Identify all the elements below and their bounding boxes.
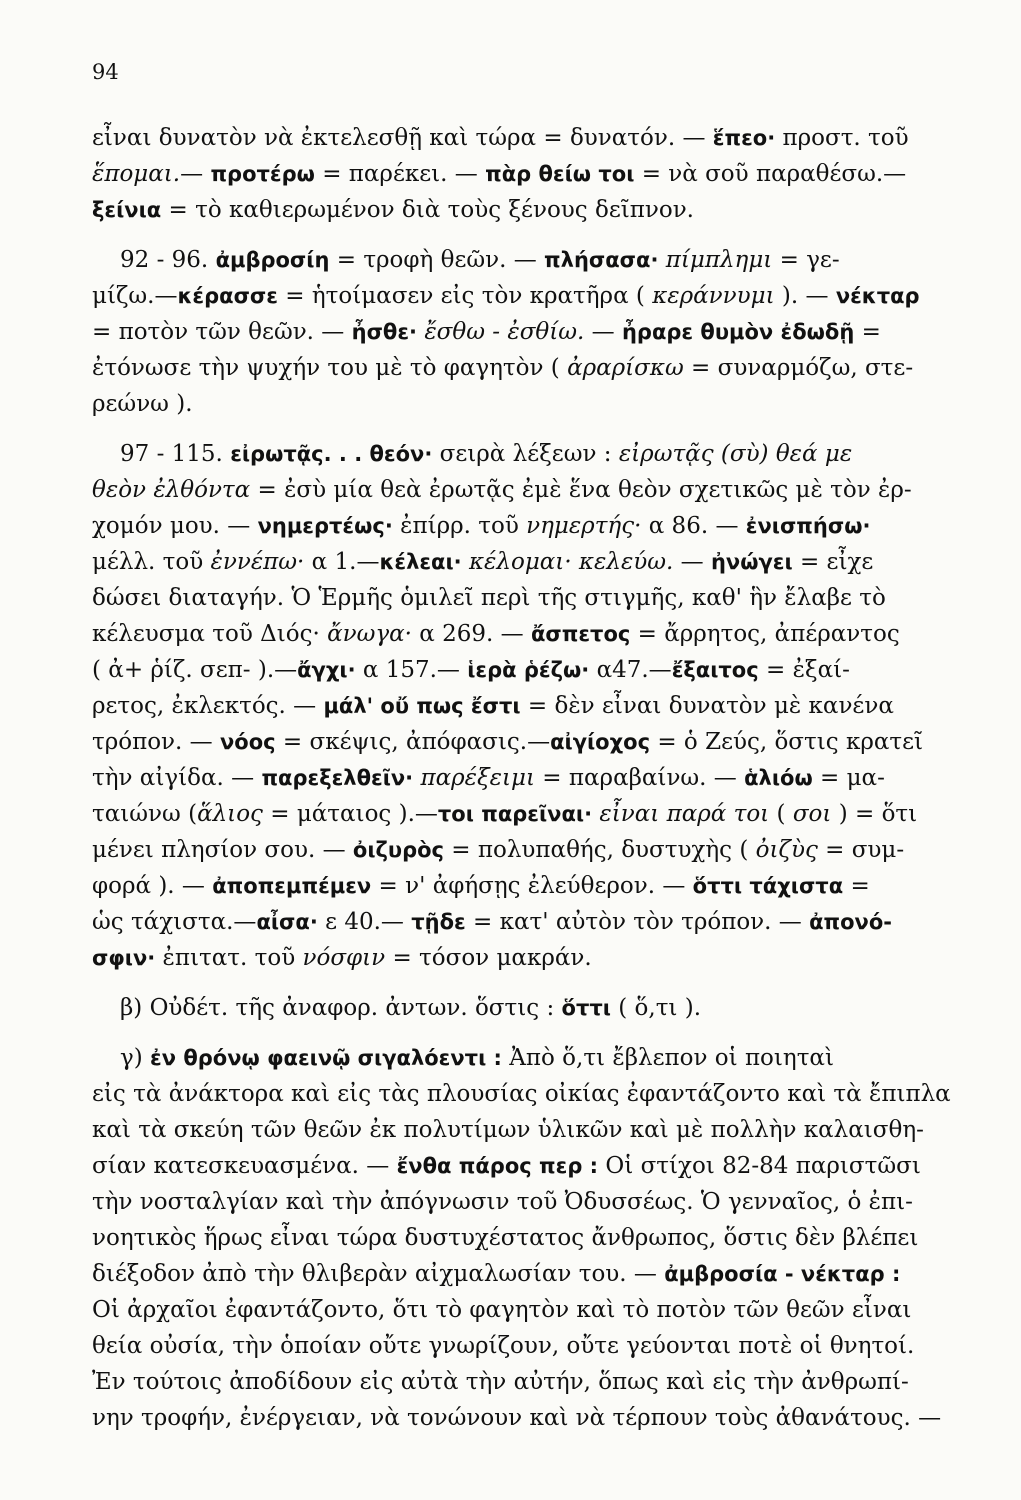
text-line <box>92 120 1006 156</box>
text-segment: = ν' ἀφήσῃς ἐλεύθερον. — <box>371 873 693 899</box>
text-line <box>92 544 1006 580</box>
italic-form: ἅλιος <box>197 801 263 827</box>
text-segment: ἐτόνωσε τὴν ψυχήν του μὲ τὸ φαγητὸν ( <box>92 355 568 381</box>
text-line <box>92 192 1006 228</box>
italic-form: κέλομαι· κελεύω. <box>461 549 674 575</box>
lemma-term: κέρασσε <box>177 284 278 308</box>
lemma-term: ἀμβροσίη <box>215 248 330 272</box>
italic-form: νόσφιν <box>302 945 386 971</box>
text-segment: ( ὅ,τι ). <box>610 995 702 1021</box>
text-segment: ἐπίρρ. τοῦ <box>392 513 527 539</box>
italic-form: πίμπλημι <box>658 247 773 273</box>
text-segment: = ἐξαί- <box>758 657 850 683</box>
text-segment: β) Οὐδέτ. τῆς ἀναφορ. ἀντων. ὅστις : <box>120 995 562 1021</box>
text-segment: 92 - 96. <box>120 247 216 273</box>
text-line <box>92 1148 1006 1184</box>
text-segment: = ὁ Ζεύς, ὅστις κρατεῖ <box>650 729 924 755</box>
text-segment: = εἶχε <box>792 549 874 575</box>
text-segment: = γε- <box>772 247 840 273</box>
text-segment: 97 - 115. <box>120 441 231 467</box>
text-line <box>92 1400 1006 1436</box>
text-segment: = κατ' αὐτὸν τὸν τρόπον. — <box>465 909 810 935</box>
text-line <box>92 616 1006 652</box>
text-segment: α 1.— <box>304 549 380 575</box>
text-segment: καὶ τὰ σκεύη τῶν θεῶν ἐκ πολυτίμων ὑλικῶν καὶ μὲ πολλὴν καλαισθη- <box>92 1117 924 1143</box>
text-segment: = μάταιος ).— <box>262 801 438 827</box>
lemma-term: ἠνώγει <box>710 550 793 574</box>
text-segment: Οἱ ἀρχαῖοι ἐφαντάζοντο, ὅτι τὸ φαγητὸν καὶ τὸ ποτὸν τῶν θεῶν εἶναι <box>92 1297 912 1323</box>
text-segment: = ποτὸν τῶν θεῶν. — <box>92 319 352 345</box>
text-segment: χομόν μου. — <box>92 513 258 539</box>
italic-form: παρέξειμι <box>413 765 535 791</box>
text-segment: Ἐν τούτοις ἀποδίδουν εἰς αὐτὰ τὴν αὐτήν, ὅπως καὶ εἰς τὴν ἀνθρωπί- <box>92 1369 909 1395</box>
lemma-term: ὅττι τάχιστα <box>692 874 844 898</box>
italic-form: ἔσθω - ἐσθίω. <box>417 319 585 345</box>
text-segment: μίζω.— <box>92 283 178 309</box>
text-segment: = παρέκει. — <box>314 161 486 187</box>
text-segment: ὡς τάχιστα.— <box>92 909 257 935</box>
text-segment: = παραβαίνω. — <box>535 765 745 791</box>
italic-form: εἰρωτᾷς (σὺ) θεά με <box>618 441 853 467</box>
text-segment: μέλλ. τοῦ <box>92 549 211 575</box>
commentary-text <box>92 120 1006 1436</box>
text-line <box>92 652 1006 688</box>
lemma-term: ἐν θρόνῳ φαεινῷ σιγαλόεντι : <box>150 1046 502 1070</box>
text-line <box>92 990 1006 1026</box>
text-line <box>92 1292 1006 1328</box>
text-line <box>92 760 1006 796</box>
text-segment: ταιώνω ( <box>92 801 198 827</box>
text-segment: ) = ὅτι <box>831 801 918 827</box>
lemma-term: τοι παρεῖναι· <box>437 802 593 826</box>
text-segment: κέλευσμα τοῦ Διός· <box>92 621 328 647</box>
italic-form: εἶναι παρά τοι <box>592 801 770 827</box>
text-segment: α 86. — <box>641 513 746 539</box>
lemma-term: ὅττι <box>561 996 611 1020</box>
text-segment: ρεώνω ). <box>92 391 193 417</box>
lemma-term: ὀιζυρὸς <box>352 838 444 862</box>
text-line <box>92 1256 1006 1292</box>
text-line <box>92 1076 1006 1112</box>
text-line <box>92 386 1006 422</box>
text-line <box>92 1040 1006 1076</box>
text-segment: θεία οὐσία, τὴν ὁποίαν οὔτε γνωρίζουν, οὔτε γεύονται ποτὲ οἱ θνητοί. <box>92 1333 915 1359</box>
lemma-term: προτέρω <box>210 162 315 186</box>
text-segment: = πολυπαθής, δυστυχὴς ( <box>444 837 756 863</box>
text-segment: = <box>843 873 870 899</box>
text-segment: — <box>584 319 622 345</box>
text-segment: ρετος, ἐκλεκτός. — <box>92 693 324 719</box>
text-segment: εἰς τὰ ἀνάκτορα καὶ εἰς τὰς πλουσίας οἰκίας ἐφαντάζοντο καὶ τὰ ἔπιπλα <box>92 1081 951 1107</box>
text-line <box>92 724 1006 760</box>
text-segment: — <box>180 161 211 187</box>
text-line <box>92 1112 1006 1148</box>
text-line <box>92 242 1006 278</box>
italic-form: ἐννέπω· <box>210 549 305 575</box>
text-line <box>92 796 1006 832</box>
text-line <box>92 1220 1006 1256</box>
text-segment: = συμ- <box>817 837 905 863</box>
text-segment: φορά ). — <box>92 873 213 899</box>
italic-form: κεράννυμι <box>652 283 775 309</box>
text-segment: μένει πλησίον σου. — <box>92 837 353 863</box>
text-segment: προστ. τοῦ <box>775 125 909 151</box>
lemma-term: τῇδε <box>411 910 466 934</box>
text-segment: = <box>854 319 881 345</box>
text-line <box>92 278 1006 314</box>
lemma-term: ἀπονό- <box>809 910 893 934</box>
lemma-term: πλήσασα· <box>544 248 659 272</box>
lemma-term: μάλ' οὔ πως ἔστι <box>323 694 521 718</box>
text-segment: = τόσον μακράν. <box>385 945 592 971</box>
text-line <box>92 580 1006 616</box>
lemma-term: αἰγίοχος <box>550 730 651 754</box>
text-segment: ( ἀ+ ῥίζ. σεπ- ).— <box>92 657 298 683</box>
text-line <box>92 1184 1006 1220</box>
text-line <box>92 436 1006 472</box>
lemma-term: εἰρωτᾷς. . . θεόν· <box>230 442 433 466</box>
lemma-term: νόος <box>219 730 276 754</box>
text-line <box>92 1328 1006 1364</box>
lemma-term: ἦσθε· <box>351 320 418 344</box>
italic-form: θεὸν ἐλθόντα <box>92 477 251 503</box>
text-line <box>92 156 1006 192</box>
lemma-term: ἔνθα πάρος περ : <box>396 1154 599 1178</box>
lemma-term: ἁλιόω <box>744 766 813 790</box>
italic-form: ἄνωγα· <box>327 621 412 647</box>
italic-form: ἀραρίσκω <box>567 355 684 381</box>
text-line <box>92 472 1006 508</box>
text-segment: ε 40.— <box>317 909 412 935</box>
lemma-term: κέλεαι· <box>379 550 462 574</box>
text-segment: τρόπον. — <box>92 729 220 755</box>
text-segment: = μα- <box>812 765 885 791</box>
text-segment: = ἄρρητος, ἀπέραντος <box>630 621 900 647</box>
text-line <box>92 940 1006 976</box>
text-segment: Οἱ στίχοι 82-84 παριστῶσι <box>598 1153 921 1179</box>
text-segment: ἐπιτατ. τοῦ <box>155 945 303 971</box>
text-line <box>92 868 1006 904</box>
text-line <box>92 688 1006 724</box>
lemma-term: ἀποπεμπέμεν <box>212 874 372 898</box>
lemma-term: παρεξελθεῖν· <box>261 766 414 790</box>
text-segment: = τροφὴ θεῶν. — <box>329 247 545 273</box>
text-segment: τὴν αἰγίδα. — <box>92 765 262 791</box>
lemma-term: ἐνισπήσω· <box>745 514 871 538</box>
text-segment: νην τροφήν, ἐνέργειαν, νὰ τονώνουν καὶ νὰ τέρπουν τοὺς ἀθανάτους. — <box>92 1405 942 1431</box>
lemma-term: σφιν· <box>92 946 156 970</box>
lemma-term: νέκταρ <box>835 284 920 308</box>
italic-form: ὀιζὺς <box>755 837 818 863</box>
lemma-term: ἔξαιτος <box>671 658 759 682</box>
text-segment: α 157.— <box>355 657 468 683</box>
italic-form: σοι <box>792 801 832 827</box>
lemma-term: ἄγχι· <box>297 658 356 682</box>
text-segment: δώσει διαταγήν. Ὁ Ἑρμῆς ὁμιλεῖ περὶ τῆς στιγμῆς, καθ' ἣν ἔλαβε τὸ <box>92 585 886 611</box>
italic-form: νημερτής· <box>526 513 642 539</box>
text-segment: = σκέψις, ἀπόφασις.— <box>275 729 551 755</box>
text-line <box>92 350 1006 386</box>
text-segment: = συναρμόζω, στε- <box>683 355 914 381</box>
text-segment: = νὰ σοῦ παραθέσω.— <box>634 161 907 187</box>
text-segment: α 269. — <box>411 621 531 647</box>
text-segment: τὴν νοσταλγίαν καὶ τὴν ἀπόγνωσιν τοῦ Ὀδυσσέως. Ὁ γενναῖος, ὁ ἐπι- <box>92 1189 913 1215</box>
lemma-term: πὰρ θείω τοι <box>485 162 635 186</box>
lemma-term: ἀμβροσία - νέκταρ : <box>664 1262 901 1286</box>
text-segment: γ) <box>120 1045 151 1071</box>
text-line <box>92 904 1006 940</box>
lemma-term: ἦραρε θυμὸν ἐδωδῇ <box>621 320 855 344</box>
text-segment: — <box>673 549 711 575</box>
text-line <box>92 314 1006 350</box>
page-number: 94 <box>92 60 119 84</box>
text-segment: = δὲν εἶναι δυνατὸν μὲ κανένα <box>520 693 894 719</box>
lemma-term: ἱερὰ ῥέζω· <box>467 658 590 682</box>
lemma-term: αἶσα· <box>256 910 318 934</box>
text-segment: α47.— <box>589 657 672 683</box>
text-segment: Ἀπὸ ὅ,τι ἔβλεπον οἱ ποιηταὶ <box>501 1045 834 1071</box>
lemma-term: ξείνια <box>92 198 162 222</box>
text-segment: ( <box>769 801 793 827</box>
text-segment: διέξοδον ἀπὸ τὴν θλιβερὰν αἰχμαλωσίαν του. — <box>92 1261 665 1287</box>
text-line <box>92 832 1006 868</box>
lemma-term: ἄσπετος <box>530 622 631 646</box>
text-segment: νοητικὸς ἥρως εἶναι τώρα δυστυχέστατος ἄνθρωπος, ὅστις δὲν βλέπει <box>92 1225 919 1251</box>
lemma-term: ἕπεο· <box>712 126 776 150</box>
text-segment: σίαν κατεσκευασμένα. — <box>92 1153 397 1179</box>
text-segment: = τὸ καθιερωμένον διὰ τοὺς ξένους δεῖπνον. <box>161 197 694 223</box>
text-segment: εἶναι δυνατὸν νὰ ἐκτελεσθῇ καὶ τώρα = δυνατόν. — <box>92 125 713 151</box>
text-line <box>92 508 1006 544</box>
italic-form: ἕπομαι. <box>92 161 181 187</box>
text-segment: σειρὰ λέξεων : <box>432 441 619 467</box>
text-line <box>92 1364 1006 1400</box>
text-segment: ). — <box>774 283 836 309</box>
text-segment: = ἡτοίμασεν εἰς τὸν κρατῆρα ( <box>277 283 653 309</box>
lemma-term: νημερτέως· <box>257 514 393 538</box>
text-segment: = ἐσὺ μία θεὰ ἐρωτᾷς ἐμὲ ἕνα θεὸν σχετικῶς μὲ τὸν ἐρ- <box>250 477 912 503</box>
